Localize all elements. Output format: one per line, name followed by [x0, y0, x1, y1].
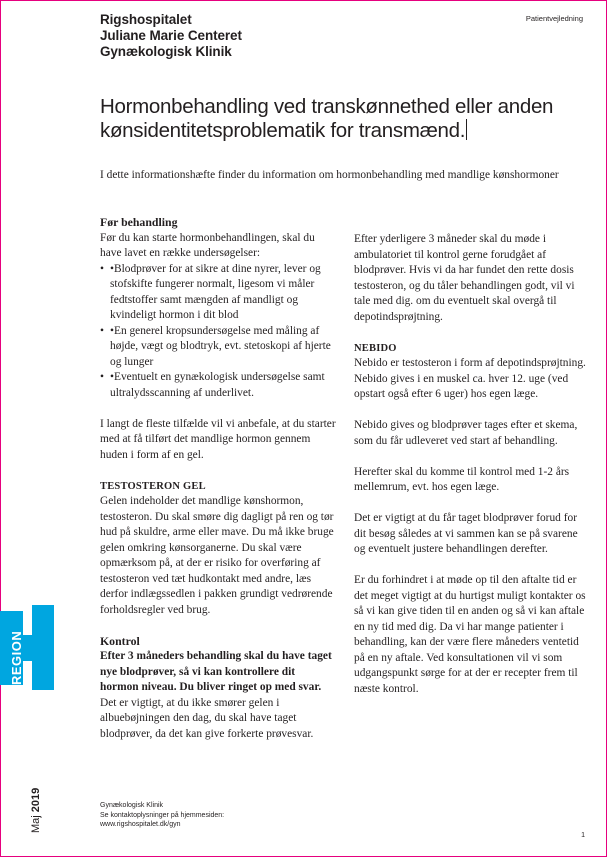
paragraph-start-recommendation: I langt de fleste tilfælde vil vi anbefale, at du starter med at få tilført det mandlige hormon gennem huden i form af en gel.	[100, 417, 336, 461]
paragraph-before-treatment: Før du kan starte hormonbehandlingen, skal du have lavet en række undersøgelser:	[100, 231, 315, 259]
date-year: 2019	[30, 787, 42, 813]
date-month: Maj	[30, 815, 42, 833]
footer-website: www.rigshospitalet.dk/gyn	[100, 821, 181, 828]
section-heading-control: Kontrol	[100, 633, 140, 648]
control-text: Det er vigtigt, at du ikke smører gelen i albuebøjningen den dag, du skal have taget blodprøver, da det kan give forkerte prøvesvar.	[100, 696, 314, 740]
list-item: • •En generel kropsundersøgelse med måling af højde, vægt og blodtryk, evt. stetoskopi af hjerte og lunger	[100, 324, 331, 368]
region-label: REGION	[9, 630, 24, 685]
page-number: 1	[581, 832, 585, 839]
hospital-name: Rigshospitalet	[100, 12, 192, 27]
footer-clinic: Gynækologisk Klinik	[100, 802, 164, 809]
centre-name: Juliane Marie Centeret	[100, 28, 242, 43]
footer-contact	[100, 801, 224, 830]
left-column	[100, 215, 336, 742]
paragraph-followup: Efter yderligere 3 måneder skal du møde i ambulatoriet til kontrol gerne forudgået af blodprøver. Hvis vi da har fundet den rette dosis testosteron, og du tåler behandlingen godt, vil vi tale med dig. om du eventuelt skal overgå til depotindsprøjtning.	[354, 233, 575, 323]
examination-list	[100, 262, 336, 402]
footer-contact-note: Se kontaktoplysninger på hjemmesiden:	[100, 811, 225, 819]
paragraph-blood-tests: Det er vigtigt at du får taget blodprøver forud for dit besøg således at vi sammen kan se på svarene og eventuelt justere behandlingen derefter.	[354, 512, 578, 555]
section-heading-testosterone-gel: TESTOSTERON GEL	[100, 480, 206, 492]
paragraph-nebido-schedule: Nebido gives og blodprøver tages efter et skema, som du får udleveret ved start af behandling.	[354, 419, 578, 447]
clinic-name: Gynækologisk Klinik	[100, 44, 232, 59]
section-heading-nebido: NEBIDO	[354, 342, 397, 354]
publication-date	[30, 788, 42, 833]
list-item: • •Blodprøver for at sikre at dine nyrer, lever og stofskifte fungerer normalt, ligesom vi måler fedtstoffer samt mængden af mandligt og kvindeligt hormon i dit blod	[100, 262, 321, 321]
text-cursor	[466, 119, 467, 140]
document-title	[100, 95, 580, 143]
institution-header	[100, 12, 242, 60]
paragraph-testosterone-gel: Gelen indeholder det mandlige kønshormon, testosteron. Du skal smøre dig dagligt på ren og tør hud på skuldre, arme eller mave. Du må ikke bruge gelen omkring kønsorganerne. Du skal være opmærksom på, at der er risiko for overføring af testosteron ved tæt hudkontakt med andre, læs derfor indlægssedlen i pakken grundigt vedrørende forholdsregler ved brug.	[100, 495, 334, 616]
document-type-label: Patientvejledning	[525, 14, 583, 23]
section-heading-before-treatment: Før behandling	[100, 215, 178, 229]
paragraph-control	[100, 649, 336, 742]
region-h-logo	[0, 605, 54, 690]
title-text: Hormonbehandling ved transkønnethed eller anden kønsidentitetsproblematik for transmænd.	[100, 95, 554, 142]
paragraph-cancellation: Er du forhindret i at møde op til den aftalte tid er det meget vigtigt at du hurtigst muligt kontakter os så vi kan give tiden til en anden og så vi kan aftale en ny tid med dig. Da vi har mange patienter i behandling, kan der være flere måneders ventetid på en ny aftale. Ved konsultationen vil vi som udgangspunkt sørge for at der er recepter frem til næste kontrol.	[354, 574, 586, 695]
control-emphasis: Efter 3 måneders behandling skal du have taget nye blodprøver, så vi kan kontrollere dit hormon niveau. Du bliver ringet op med svar.	[100, 650, 332, 693]
list-item: • •Eventuelt en gynækologisk undersøgelse samt ultralydsscanning af underlivet.	[100, 371, 325, 399]
intro-paragraph: I dette informationshæfte finder du information om hormonbehandling med mandlige kønshormoner	[100, 169, 559, 181]
right-column	[354, 232, 586, 713]
paragraph-control-interval: Herefter skal du komme til kontrol med 1-2 års mellemrum, evt. hos egen læge.	[354, 465, 570, 493]
paragraph-nebido: Nebido er testosteron i form af depotindsprøjtning. Nebido gives i en muskel ca. hver 12. uge (ved opstart også efter 6 uger) hos egen læge.	[354, 357, 586, 400]
